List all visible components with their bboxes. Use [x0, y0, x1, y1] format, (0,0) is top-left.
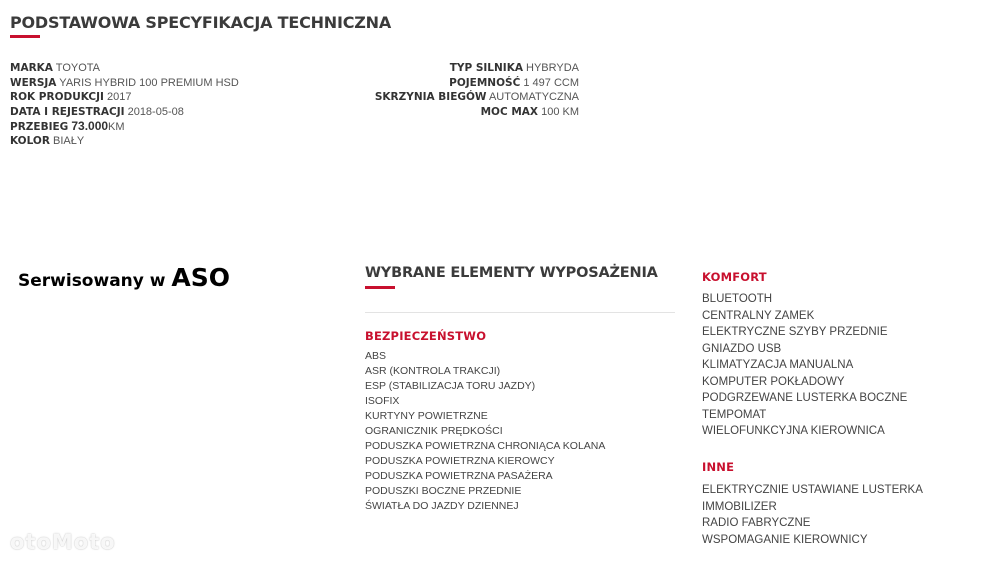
list-item: GNIAZDO USB — [702, 342, 782, 355]
list-item: ESP (STABILIZACJA TORU JAZDY) — [365, 380, 536, 392]
list-item: WIELOFUNKCYJNA KIEROWNICA — [702, 425, 885, 437]
list-item: ELEKTRYCZNIE USTAWIANE LUSTERKA — [702, 484, 923, 496]
spec-value: 1 497 CCM — [523, 77, 579, 89]
spec-title: PODSTAWOWA SPECYFIKACJA TECHNICZNA — [10, 13, 392, 32]
spec-label: WERSJA — [10, 77, 57, 89]
spec-label: DATA I REJESTRACJI — [10, 106, 125, 118]
inne-list — [702, 482, 923, 548]
list-item: ELEKTRYCZNE SZYBY PRZEDNIE — [702, 326, 888, 338]
equipment-title: WYBRANE ELEMENTY WYPOSAŻENIA — [365, 265, 658, 281]
inne-heading: INNE — [702, 460, 735, 474]
spec-label: SKRZYNIA BIEGÓW — [374, 91, 487, 103]
spec-label: ROK PRODUKCJI — [10, 91, 104, 103]
spec-value: YARIS HYBRID 100 PREMIUM HSD — [59, 77, 239, 89]
list-item: ISOFIX — [365, 395, 400, 407]
list-item: PODUSZKA POWIETRZNA CHRONIĄCA KOLANA — [365, 440, 606, 452]
bezpieczenstwo-list — [365, 349, 605, 514]
list-item: PODGRZEWANE LUSTERKA BOCZNE — [702, 392, 908, 404]
list-item: KOMPUTER POKŁADOWY — [702, 375, 845, 388]
spec-value: TOYOTA — [55, 62, 101, 74]
mileage-value: 73.000 — [71, 119, 109, 133]
spec-row-przebieg — [10, 119, 125, 134]
list-item: OGRANICZNIK PRĘDKOŚCI — [365, 425, 503, 437]
aso-note-text: Serwisowany w — [18, 271, 172, 291]
spec-row-rok — [10, 90, 131, 104]
komfort-list — [702, 291, 907, 440]
spec-value: BIAŁY — [52, 135, 85, 147]
spec-row-marka — [10, 61, 100, 75]
list-item: WSPOMAGANIE KIEROWNICY — [702, 533, 868, 546]
spec-value — [71, 121, 124, 133]
list-item: KURTYNY POWIETRZNE — [365, 410, 488, 422]
spec-value: 100 KM — [541, 106, 579, 118]
list-item: TEMPOMAT — [702, 408, 767, 421]
spec-label: MOC MAX — [480, 106, 539, 118]
list-item: ŚWIATŁA DO JAZDY DZIENNEJ — [365, 500, 519, 512]
list-item: CENTRALNY ZAMEK — [702, 309, 815, 322]
aso-service-note — [18, 263, 230, 292]
watermark-logo: otoMoto — [10, 530, 116, 554]
spec-label: POJEMNOŚĆ — [449, 77, 521, 89]
equipment-title-underline — [365, 286, 395, 289]
bezpieczenstwo-heading: BEZPIECZEŃSTWO — [365, 329, 487, 343]
spec-title-underline — [10, 35, 40, 38]
spec-label: PRZEBIEG — [10, 121, 69, 133]
list-item: PODUSZKA POWIETRZNA KIEROWCY — [365, 455, 555, 467]
spec-row-pojemnosc — [449, 76, 579, 90]
list-item: ABS — [365, 350, 387, 362]
spec-label: KOLOR — [10, 135, 50, 147]
spec-label: MARKA — [10, 62, 53, 74]
list-item: IMMOBILIZER — [702, 500, 777, 513]
list-item: ASR (KONTROLA TRAKCJI) — [365, 365, 501, 377]
spec-value: HYBRYDA — [526, 62, 579, 74]
aso-note-emphasis: ASO — [171, 263, 230, 292]
spec-row-typ-silnika — [450, 61, 579, 75]
spec-value: AUTOMATYCZNA — [488, 91, 579, 103]
mileage-unit: KM — [108, 121, 125, 133]
list-item: PODUSZKI BOCZNE PRZEDNIE — [365, 485, 522, 497]
spec-row-wersja — [10, 76, 239, 90]
equipment-divider — [365, 312, 675, 313]
list-item: KLIMATYZACJA MANUALNA — [702, 359, 854, 371]
spec-value: 2017 — [107, 91, 132, 103]
spec-label: TYP SILNIKA — [449, 62, 523, 74]
spec-row-skrzynia — [375, 90, 579, 104]
spec-value: 2018-05-08 — [127, 106, 184, 118]
spec-row-rejestracja — [10, 105, 184, 119]
list-item: RADIO FABRYCZNE — [702, 517, 811, 529]
komfort-heading: KOMFORT — [702, 270, 767, 284]
spec-row-kolor — [10, 134, 84, 148]
list-item: PODUSZKA POWIETRZNA PASAŻERA — [365, 470, 553, 482]
list-item: BLUETOOTH — [702, 293, 773, 305]
spec-row-moc — [481, 105, 579, 119]
